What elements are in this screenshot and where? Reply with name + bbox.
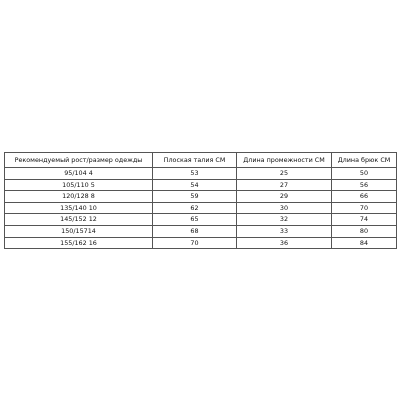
cell-size: 150/15714 <box>5 225 153 237</box>
table-row <box>5 237 397 249</box>
cell-size: 120/128 8 <box>5 191 153 203</box>
cell-length: 74 <box>332 214 397 226</box>
table-header-row <box>5 153 397 168</box>
size-chart-table <box>4 152 397 249</box>
cell-size: 105/110 5 <box>5 179 153 191</box>
cell-crotch: 36 <box>237 237 332 249</box>
cell-length: 56 <box>332 179 397 191</box>
header-crotch-length: Длина промежности СМ <box>237 153 332 168</box>
cell-size: 135/140 10 <box>5 202 153 214</box>
cell-waist: 53 <box>153 168 237 180</box>
cell-waist: 59 <box>153 191 237 203</box>
table-row <box>5 191 397 203</box>
table-row <box>5 179 397 191</box>
cell-length: 70 <box>332 202 397 214</box>
cell-size: 95/104 4 <box>5 168 153 180</box>
table-row <box>5 202 397 214</box>
table-row <box>5 168 397 180</box>
table-row <box>5 225 397 237</box>
cell-waist: 54 <box>153 179 237 191</box>
cell-waist: 65 <box>153 214 237 226</box>
cell-crotch: 25 <box>237 168 332 180</box>
cell-size: 145/152 12 <box>5 214 153 226</box>
cell-crotch: 33 <box>237 225 332 237</box>
cell-length: 50 <box>332 168 397 180</box>
cell-length: 80 <box>332 225 397 237</box>
cell-waist: 68 <box>153 225 237 237</box>
cell-waist: 70 <box>153 237 237 249</box>
cell-length: 66 <box>332 191 397 203</box>
cell-waist: 62 <box>153 202 237 214</box>
table-row <box>5 214 397 226</box>
cell-crotch: 27 <box>237 179 332 191</box>
header-height-size: Рекомендуемый рост/размер одежды <box>5 153 153 168</box>
cell-crotch: 29 <box>237 191 332 203</box>
cell-crotch: 30 <box>237 202 332 214</box>
header-pants-length: Длина брюк СМ <box>332 153 397 168</box>
header-flat-waist: Плоская талия СМ <box>153 153 237 168</box>
cell-size: 155/162 16 <box>5 237 153 249</box>
cell-length: 84 <box>332 237 397 249</box>
cell-crotch: 32 <box>237 214 332 226</box>
